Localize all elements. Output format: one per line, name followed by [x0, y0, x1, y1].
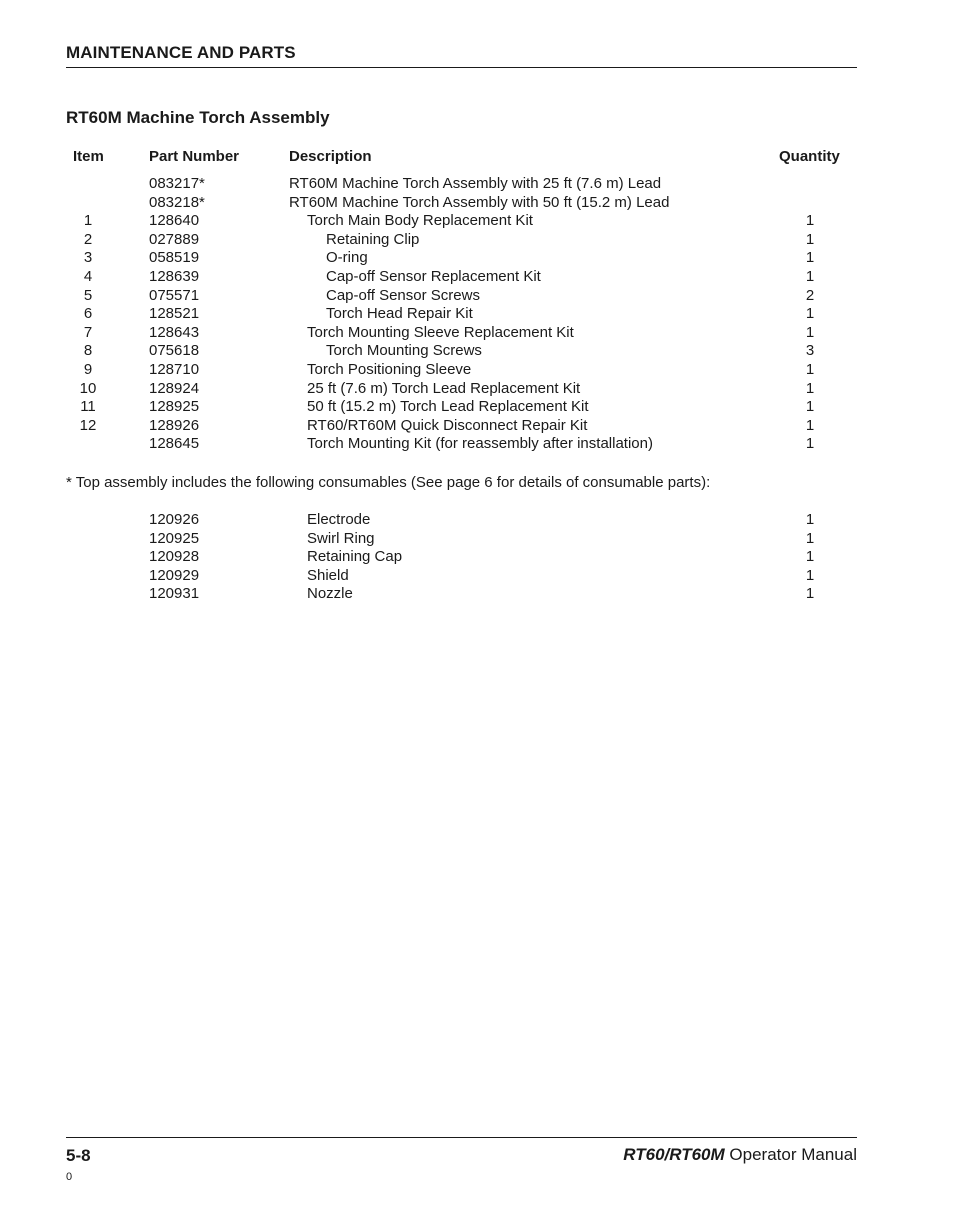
quantity-cell: 1	[805, 416, 815, 434]
description-cell: 50 ft (15.2 m) Torch Lead Replacement Kit	[307, 398, 589, 416]
page-title: RT60M Machine Torch Assembly	[66, 108, 330, 127]
table-row	[0, 398, 954, 417]
col-header-item: Item	[73, 148, 104, 165]
description-cell: RT60M Machine Torch Assembly with 50 ft (15.2 m) Lead	[289, 193, 670, 211]
part-number-cell: 128924	[149, 379, 200, 397]
manual-name: Operator Manual	[729, 1145, 857, 1164]
table-row	[0, 585, 954, 604]
description-cell: Cap-off Sensor Screws	[326, 286, 480, 304]
item-cell: 6	[83, 305, 93, 323]
part-number-cell: 120931	[149, 585, 200, 603]
quantity-cell: 1	[805, 529, 815, 547]
section-header: MAINTENANCE AND PARTS	[66, 43, 296, 62]
quantity-cell: 2	[805, 286, 815, 304]
description-cell: 25 ft (7.6 m) Torch Lead Replacement Kit	[307, 379, 581, 397]
part-number-cell: 128925	[149, 398, 200, 416]
table-row	[0, 511, 954, 530]
item-cell: 8	[83, 342, 93, 360]
table-row	[0, 342, 954, 361]
table-row	[0, 268, 954, 287]
description-cell: Retaining Clip	[326, 230, 420, 248]
item-cell: 10	[79, 379, 97, 397]
quantity-cell: 1	[805, 212, 815, 230]
table-row	[0, 305, 954, 324]
description-cell: Torch Head Repair Kit	[326, 305, 473, 323]
quantity-cell: 1	[805, 323, 815, 341]
item-cell: 3	[83, 249, 93, 267]
model-name: RT60/RT60M	[623, 1145, 725, 1164]
table-row	[0, 324, 954, 343]
part-number-cell: 058519	[149, 249, 200, 267]
part-number-cell: 128639	[149, 268, 200, 285]
part-number-cell: 075571	[149, 286, 200, 304]
description-cell: Cap-off Sensor Replacement Kit	[326, 268, 541, 285]
table-row	[0, 567, 954, 586]
quantity-cell: 1	[805, 548, 815, 566]
description-cell: Torch Mounting Sleeve Replacement Kit	[307, 323, 574, 341]
col-header-part: Part Number	[149, 148, 240, 165]
item-cell: 1	[83, 212, 93, 230]
description-cell: Torch Positioning Sleeve	[307, 361, 472, 378]
table-row	[0, 380, 954, 399]
description-cell: RT60/RT60M Quick Disconnect Repair Kit	[307, 416, 588, 434]
part-number-cell: 083218*	[149, 193, 205, 211]
quantity-cell: 1	[805, 566, 815, 584]
table-row	[0, 212, 954, 231]
part-number-cell: 083217*	[149, 175, 205, 192]
quantity-cell: 1	[805, 398, 815, 416]
quantity-cell: 1	[805, 585, 815, 603]
table-row	[0, 548, 954, 567]
description-cell: Electrode	[307, 511, 371, 528]
item-cell: 11	[80, 398, 96, 416]
quantity-cell: 1	[805, 511, 815, 528]
part-number-cell: 120928	[149, 548, 200, 566]
description-cell: Torch Main Body Replacement Kit	[307, 212, 533, 230]
table-row	[0, 530, 954, 549]
description-cell: Swirl Ring	[307, 529, 375, 547]
col-header-desc: Description	[289, 148, 372, 165]
table-row	[0, 231, 954, 250]
consumables-note: * Top assembly includes the following consumables (See page 6 for details of consumable parts):	[66, 474, 711, 491]
header-rule	[66, 67, 857, 68]
table-row	[0, 435, 954, 454]
quantity-cell: 1	[805, 379, 815, 397]
description-cell: O-ring	[326, 249, 368, 267]
table-row	[0, 287, 954, 306]
part-number-cell: 120925	[149, 529, 200, 547]
quantity-cell: 1	[805, 305, 815, 323]
col-header-qty: Quantity	[779, 148, 840, 165]
part-number-cell: 128521	[149, 305, 200, 323]
quantity-cell: 1	[805, 249, 815, 267]
manual-title	[623, 1145, 857, 1165]
item-cell: 4	[83, 268, 93, 285]
footer-code: 0	[66, 1171, 73, 1183]
description-cell: Torch Mounting Kit (for reassembly after installation)	[307, 435, 653, 453]
table-row	[0, 175, 954, 194]
description-cell: Retaining Cap	[307, 548, 403, 566]
part-number-cell: 128710	[149, 361, 200, 378]
table-row	[0, 361, 954, 380]
part-number-cell: 128640	[149, 212, 200, 230]
part-number-cell: 075618	[149, 342, 200, 360]
quantity-cell: 1	[805, 361, 815, 378]
item-cell: 7	[83, 323, 93, 341]
part-number-cell: 128645	[149, 435, 200, 453]
description-cell: Nozzle	[307, 585, 353, 603]
quantity-cell: 1	[805, 230, 815, 248]
table-row	[0, 249, 954, 268]
part-number-cell: 128643	[149, 323, 200, 341]
part-number-cell: 120926	[149, 511, 200, 528]
quantity-cell: 1	[805, 268, 815, 285]
description-cell: RT60M Machine Torch Assembly with 25 ft (7.6 m) Lead	[289, 175, 662, 192]
part-number-cell: 027889	[149, 230, 200, 248]
table-row	[0, 194, 954, 213]
part-number-cell: 128926	[149, 416, 200, 434]
page-number: 5-8	[66, 1146, 91, 1165]
item-cell: 12	[79, 416, 97, 434]
table-row	[0, 417, 954, 436]
item-cell: 9	[83, 361, 93, 378]
item-cell: 5	[83, 286, 93, 304]
footer-rule	[66, 1137, 857, 1138]
quantity-cell: 1	[805, 435, 815, 453]
quantity-cell: 3	[805, 342, 815, 360]
description-cell: Torch Mounting Screws	[326, 342, 482, 360]
part-number-cell: 120929	[149, 566, 200, 584]
item-cell: 2	[83, 230, 93, 248]
description-cell: Shield	[307, 566, 349, 584]
